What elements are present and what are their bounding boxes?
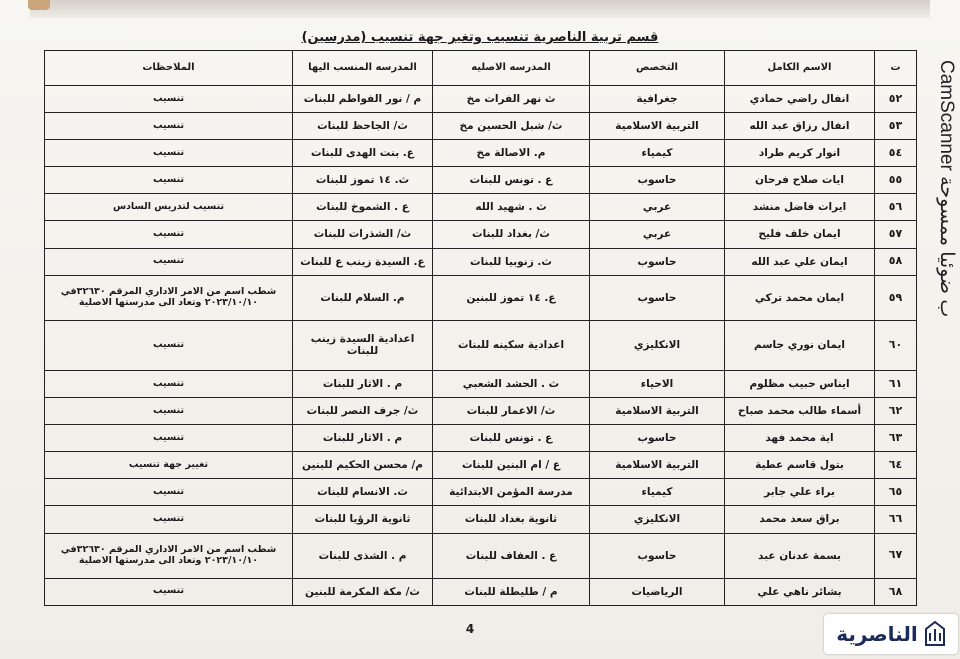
cell-notes: تنسيب — [45, 321, 293, 371]
cell-notes: تغيير جهة تنسيب — [45, 452, 293, 479]
cell-assigned-school: ع. بنت الهدى للبنات — [293, 140, 433, 167]
table-row — [45, 140, 917, 167]
table-row — [45, 578, 917, 605]
header-assigned-school: المدرسه المنسب اليها — [293, 51, 433, 86]
cell-assigned-school: م / نور الفواطم للبنات — [293, 86, 433, 113]
cell-original-school: ع . تونس للبنات — [433, 167, 590, 194]
cell-name: أسماء طالب محمد صباح — [725, 398, 875, 425]
table-row — [45, 370, 917, 397]
cell-name: ايات صلاح فرحان — [725, 167, 875, 194]
cell-assigned-school: ع. السيدة زينب ع للبنات — [293, 248, 433, 275]
cell-num: ٥٩ — [875, 275, 917, 320]
table-row — [45, 194, 917, 221]
cell-name: بسمة عدنان عبد — [725, 533, 875, 578]
cell-num: ٦١ — [875, 370, 917, 397]
table-row — [45, 248, 917, 275]
table-header-row — [45, 51, 917, 86]
cell-assigned-school: م . الاثار للبنات — [293, 425, 433, 452]
cell-name: انوار كريم طراد — [725, 140, 875, 167]
header-original-school: المدرسه الاصليه — [433, 51, 590, 86]
cell-assigned-school: م/ محسن الحكيم للبنين — [293, 452, 433, 479]
table-row — [45, 86, 917, 113]
cell-num: ٦٧ — [875, 533, 917, 578]
scan-top-shadow — [30, 0, 930, 18]
cell-num: ٦٠ — [875, 321, 917, 371]
cell-name: اية محمد فهد — [725, 425, 875, 452]
cell-specialty: حاسوب — [590, 167, 725, 194]
cell-notes: تنسيب — [45, 479, 293, 506]
cell-assigned-school: اعدادية السيدة زينب للبنات — [293, 321, 433, 371]
table-row — [45, 533, 917, 578]
cell-notes: تنسيب — [45, 398, 293, 425]
cell-name: انفال رزاق عبد الله — [725, 113, 875, 140]
cell-specialty: عربي — [590, 221, 725, 248]
page-number: 4 — [465, 622, 475, 636]
table-row — [45, 113, 917, 140]
nasiriyah-logo-icon — [924, 621, 946, 647]
cell-specialty: حاسوب — [590, 425, 725, 452]
cell-name: ايمان محمد تركي — [725, 275, 875, 320]
cell-notes: شطب اسم من الامر الاداري المرقم ٣٢٦٣٠في ٢٠٢٣/١٠/١٠ وتعاد الى مدرستها الاصلية — [45, 533, 293, 578]
cell-original-school: مدرسة المؤمن الابتدائية — [433, 479, 590, 506]
table-row — [45, 167, 917, 194]
cell-original-school: اعدادية سكينه للبنات — [433, 321, 590, 371]
cell-notes: تنسيب لتدريس السادس — [45, 194, 293, 221]
table-row — [45, 221, 917, 248]
cell-specialty: حاسوب — [590, 248, 725, 275]
cell-notes: تنسيب — [45, 113, 293, 140]
cell-name: بشائر ناهي علي — [725, 578, 875, 605]
logo-text: الناصرية — [836, 622, 918, 646]
cell-original-school: ث. زنوبيا للبنات — [433, 248, 590, 275]
teachers-assignment-table — [44, 50, 917, 606]
header-num: ت — [875, 51, 917, 86]
cell-assigned-school: ع . الشموخ للبنات — [293, 194, 433, 221]
cell-notes: تنسيب — [45, 506, 293, 533]
cell-name: براق سعد محمد — [725, 506, 875, 533]
cell-specialty: كيمياء — [590, 140, 725, 167]
table-row — [45, 452, 917, 479]
cell-specialty: عربي — [590, 194, 725, 221]
cell-original-school: ث/ شبل الحسين مخ — [433, 113, 590, 140]
cell-notes: تنسيب — [45, 140, 293, 167]
cell-num: ٥٣ — [875, 113, 917, 140]
cell-assigned-school: ث/ الشذرات للبنات — [293, 221, 433, 248]
cell-num: ٦٨ — [875, 578, 917, 605]
cell-original-school: ع . العفاف للبنات — [433, 533, 590, 578]
cell-num: ٥٧ — [875, 221, 917, 248]
table-row — [45, 398, 917, 425]
cell-original-school: ث نهر الفرات مخ — [433, 86, 590, 113]
cell-specialty: التربية الاسلامية — [590, 113, 725, 140]
cell-original-school: ع. ١٤ تموز للبنين — [433, 275, 590, 320]
cell-num: ٥٨ — [875, 248, 917, 275]
cell-assigned-school: م. السلام للبنات — [293, 275, 433, 320]
cell-name: ايمان خلف فليح — [725, 221, 875, 248]
cell-notes: تنسيب — [45, 370, 293, 397]
cell-name: ايرات فاضل منشد — [725, 194, 875, 221]
nasiriyah-logo — [824, 614, 958, 654]
cell-name: بتول قاسم عطية — [725, 452, 875, 479]
cell-name: ايناس حبيب مظلوم — [725, 370, 875, 397]
header-notes: الملاحظات — [45, 51, 293, 86]
header-name: الاسم الكامل — [725, 51, 875, 86]
cell-assigned-school: م . الاثار للبنات — [293, 370, 433, 397]
cell-original-school: ع / ام البنين للبنات — [433, 452, 590, 479]
table-row — [45, 479, 917, 506]
cell-notes: تنسيب — [45, 221, 293, 248]
header-specialty: التخصص — [590, 51, 725, 86]
cell-assigned-school: ث/ مكة المكرمة للبنين — [293, 578, 433, 605]
cell-assigned-school: ث. ١٤ تموز للبنات — [293, 167, 433, 194]
cell-notes: تنسيب — [45, 578, 293, 605]
cell-original-school: م. الاصالة مخ — [433, 140, 590, 167]
cell-name: انفال راضي حمادي — [725, 86, 875, 113]
cell-original-school: ث/ بغداد للبنات — [433, 221, 590, 248]
table-row — [45, 275, 917, 320]
cell-specialty: الانكليزي — [590, 321, 725, 371]
cell-num: ٦٤ — [875, 452, 917, 479]
cell-notes: تنسيب — [45, 86, 293, 113]
cell-specialty: كيمياء — [590, 479, 725, 506]
cell-assigned-school: ث. الانسام للبنات — [293, 479, 433, 506]
cell-original-school: ث . شهيد الله — [433, 194, 590, 221]
cell-original-school: ثانوية بغداد للبنات — [433, 506, 590, 533]
table-row — [45, 321, 917, 371]
cell-original-school: ث . الحشد الشعبي — [433, 370, 590, 397]
cell-notes: تنسيب — [45, 167, 293, 194]
cell-specialty: الرياضيات — [590, 578, 725, 605]
cell-num: ٦٣ — [875, 425, 917, 452]
cell-num: ٥٢ — [875, 86, 917, 113]
cell-specialty: الانكليزي — [590, 506, 725, 533]
cell-name: ايمان علي عبد الله — [725, 248, 875, 275]
paper-clip-mark — [28, 0, 50, 10]
cell-assigned-school: ث/ جرف النصر للبنات — [293, 398, 433, 425]
document-title: قسم تربية الناصرية تنسيب وتغير جهة تنسيب (مدرسين) — [301, 30, 659, 45]
table-row — [45, 425, 917, 452]
cell-specialty: التربية الاسلامية — [590, 398, 725, 425]
cell-notes: تنسيب — [45, 425, 293, 452]
cell-notes: شطب اسم من الامر الاداري المرقم ٣٢٦٣٠في ٢٠٢٣/١٠/١٠ وتعاد الى مدرستها الاصلية — [45, 275, 293, 320]
cell-specialty: جغرافية — [590, 86, 725, 113]
cell-assigned-school: ث/ الجاحظ للبنات — [293, 113, 433, 140]
table-row — [45, 506, 917, 533]
cell-name: براء علي جابر — [725, 479, 875, 506]
cell-original-school: م / طليطلة للبنات — [433, 578, 590, 605]
cell-specialty: حاسوب — [590, 275, 725, 320]
cell-name: ايمان نوري جاسم — [725, 321, 875, 371]
cell-specialty: التربية الاسلامية — [590, 452, 725, 479]
cell-num: ٥٥ — [875, 167, 917, 194]
cell-original-school: ع . تونس للبنات — [433, 425, 590, 452]
cell-assigned-school: ثانوية الرؤيا للبنات — [293, 506, 433, 533]
cell-num: ٦٢ — [875, 398, 917, 425]
cell-specialty: حاسوب — [590, 533, 725, 578]
cell-assigned-school: م . الشذى للبنات — [293, 533, 433, 578]
cell-num: ٦٥ — [875, 479, 917, 506]
cell-num: ٥٤ — [875, 140, 917, 167]
cell-num: ٥٦ — [875, 194, 917, 221]
camscanner-watermark: CamScanner ب ضوئيا ممسوحة — [936, 60, 957, 318]
cell-notes: تنسيب — [45, 248, 293, 275]
cell-original-school: ث/ الاعمار للبنات — [433, 398, 590, 425]
cell-num: ٦٦ — [875, 506, 917, 533]
cell-specialty: الاحياء — [590, 370, 725, 397]
